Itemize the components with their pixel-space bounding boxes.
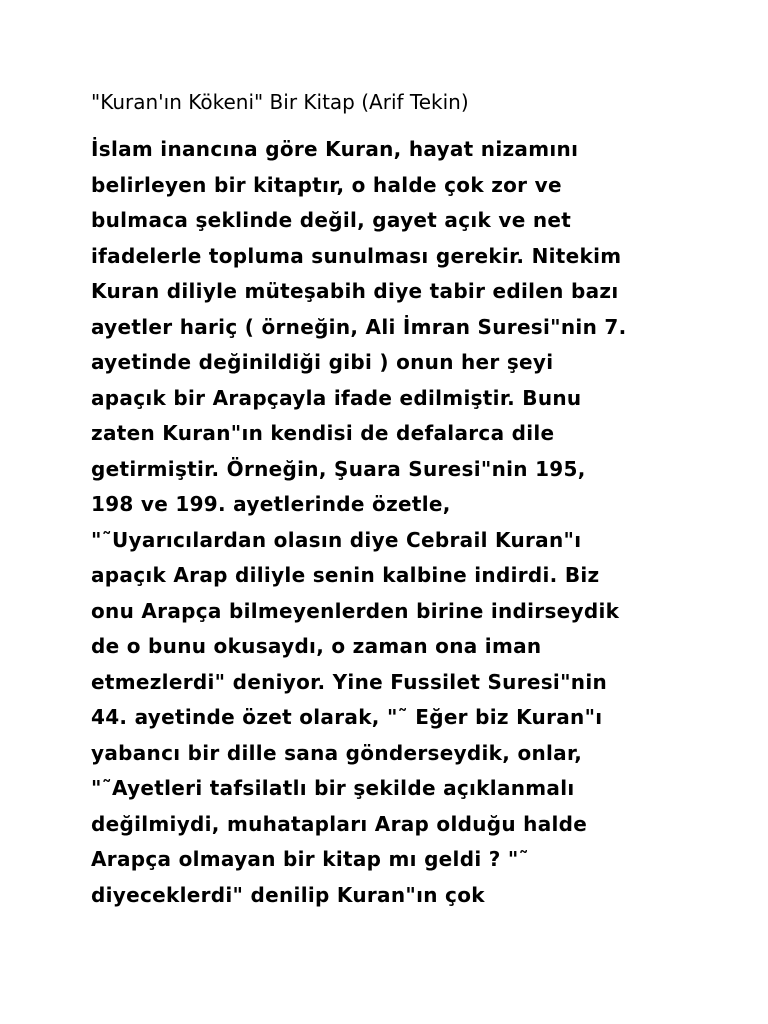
document-body: [91, 132, 731, 913]
body-line: apaçık bir Arapçayla ifade edilmiştir. Bunu: [91, 385, 582, 410]
body-line: değilmiydi, muhatapları Arap olduğu halde: [91, 811, 588, 836]
body-line: ayetinde değinildiği gibi ) onun her şeyi: [91, 350, 554, 374]
body-line: apaçık Arap diliyle senin kalbine indirdi. Biz: [91, 563, 600, 587]
body-line: belirleyen bir kitaptır, o halde çok zor ve: [91, 172, 562, 197]
body-line: 198 ve 199. ayetlerinde özetle,: [91, 492, 451, 516]
body-line: "˜Uyarıcılardan olasın diye Cebrail Kuran"ı: [91, 527, 582, 552]
body-line: Arapça olmayan bir kitap mı geldi ? "˜: [91, 847, 529, 871]
body-line: zaten Kuran"ın kendisi de defalarca dile: [91, 421, 555, 445]
body-line: İslam inancına göre Kuran, hayat nizamını: [91, 137, 579, 161]
body-line: diyeceklerdi" denilip Kuran"ın çok: [91, 882, 485, 907]
body-line: Kuran diliyle müteşabih diye tabir edilen bazı: [91, 279, 619, 303]
body-line: bulmaca şeklinde değil, gayet açık ve net: [91, 208, 572, 232]
body-line: getirmiştir. Örneğin, Şuara Suresi"nin 195,: [91, 456, 586, 481]
body-line: 44. ayetinde özet olarak, "˜ Eğer biz Kuran"ı: [91, 705, 603, 729]
body-line: yabancı bir dille sana gönderseydik, onlar,: [91, 740, 583, 765]
body-line: "˜Ayetleri tafsilatlı bir şekilde açıklanmalı: [91, 776, 575, 800]
body-line: onu Arapça bilmeyenlerden birine indirseydik: [91, 598, 620, 623]
body-line: ayetler hariç ( örneğin, Ali İmran Suresi"nin 7.: [91, 314, 627, 339]
document-title: "Kuran'ın Kökeni" Bir Kitap (Arif Tekin): [91, 90, 469, 114]
body-line: ifadelerle topluma sunulması gerekir. Nitekim: [91, 243, 622, 268]
body-line: de o bunu okusaydı, o zaman ona iman: [91, 634, 542, 658]
body-line: etmezlerdi" deniyor. Yine Fussilet Suresi"nin: [91, 669, 608, 694]
